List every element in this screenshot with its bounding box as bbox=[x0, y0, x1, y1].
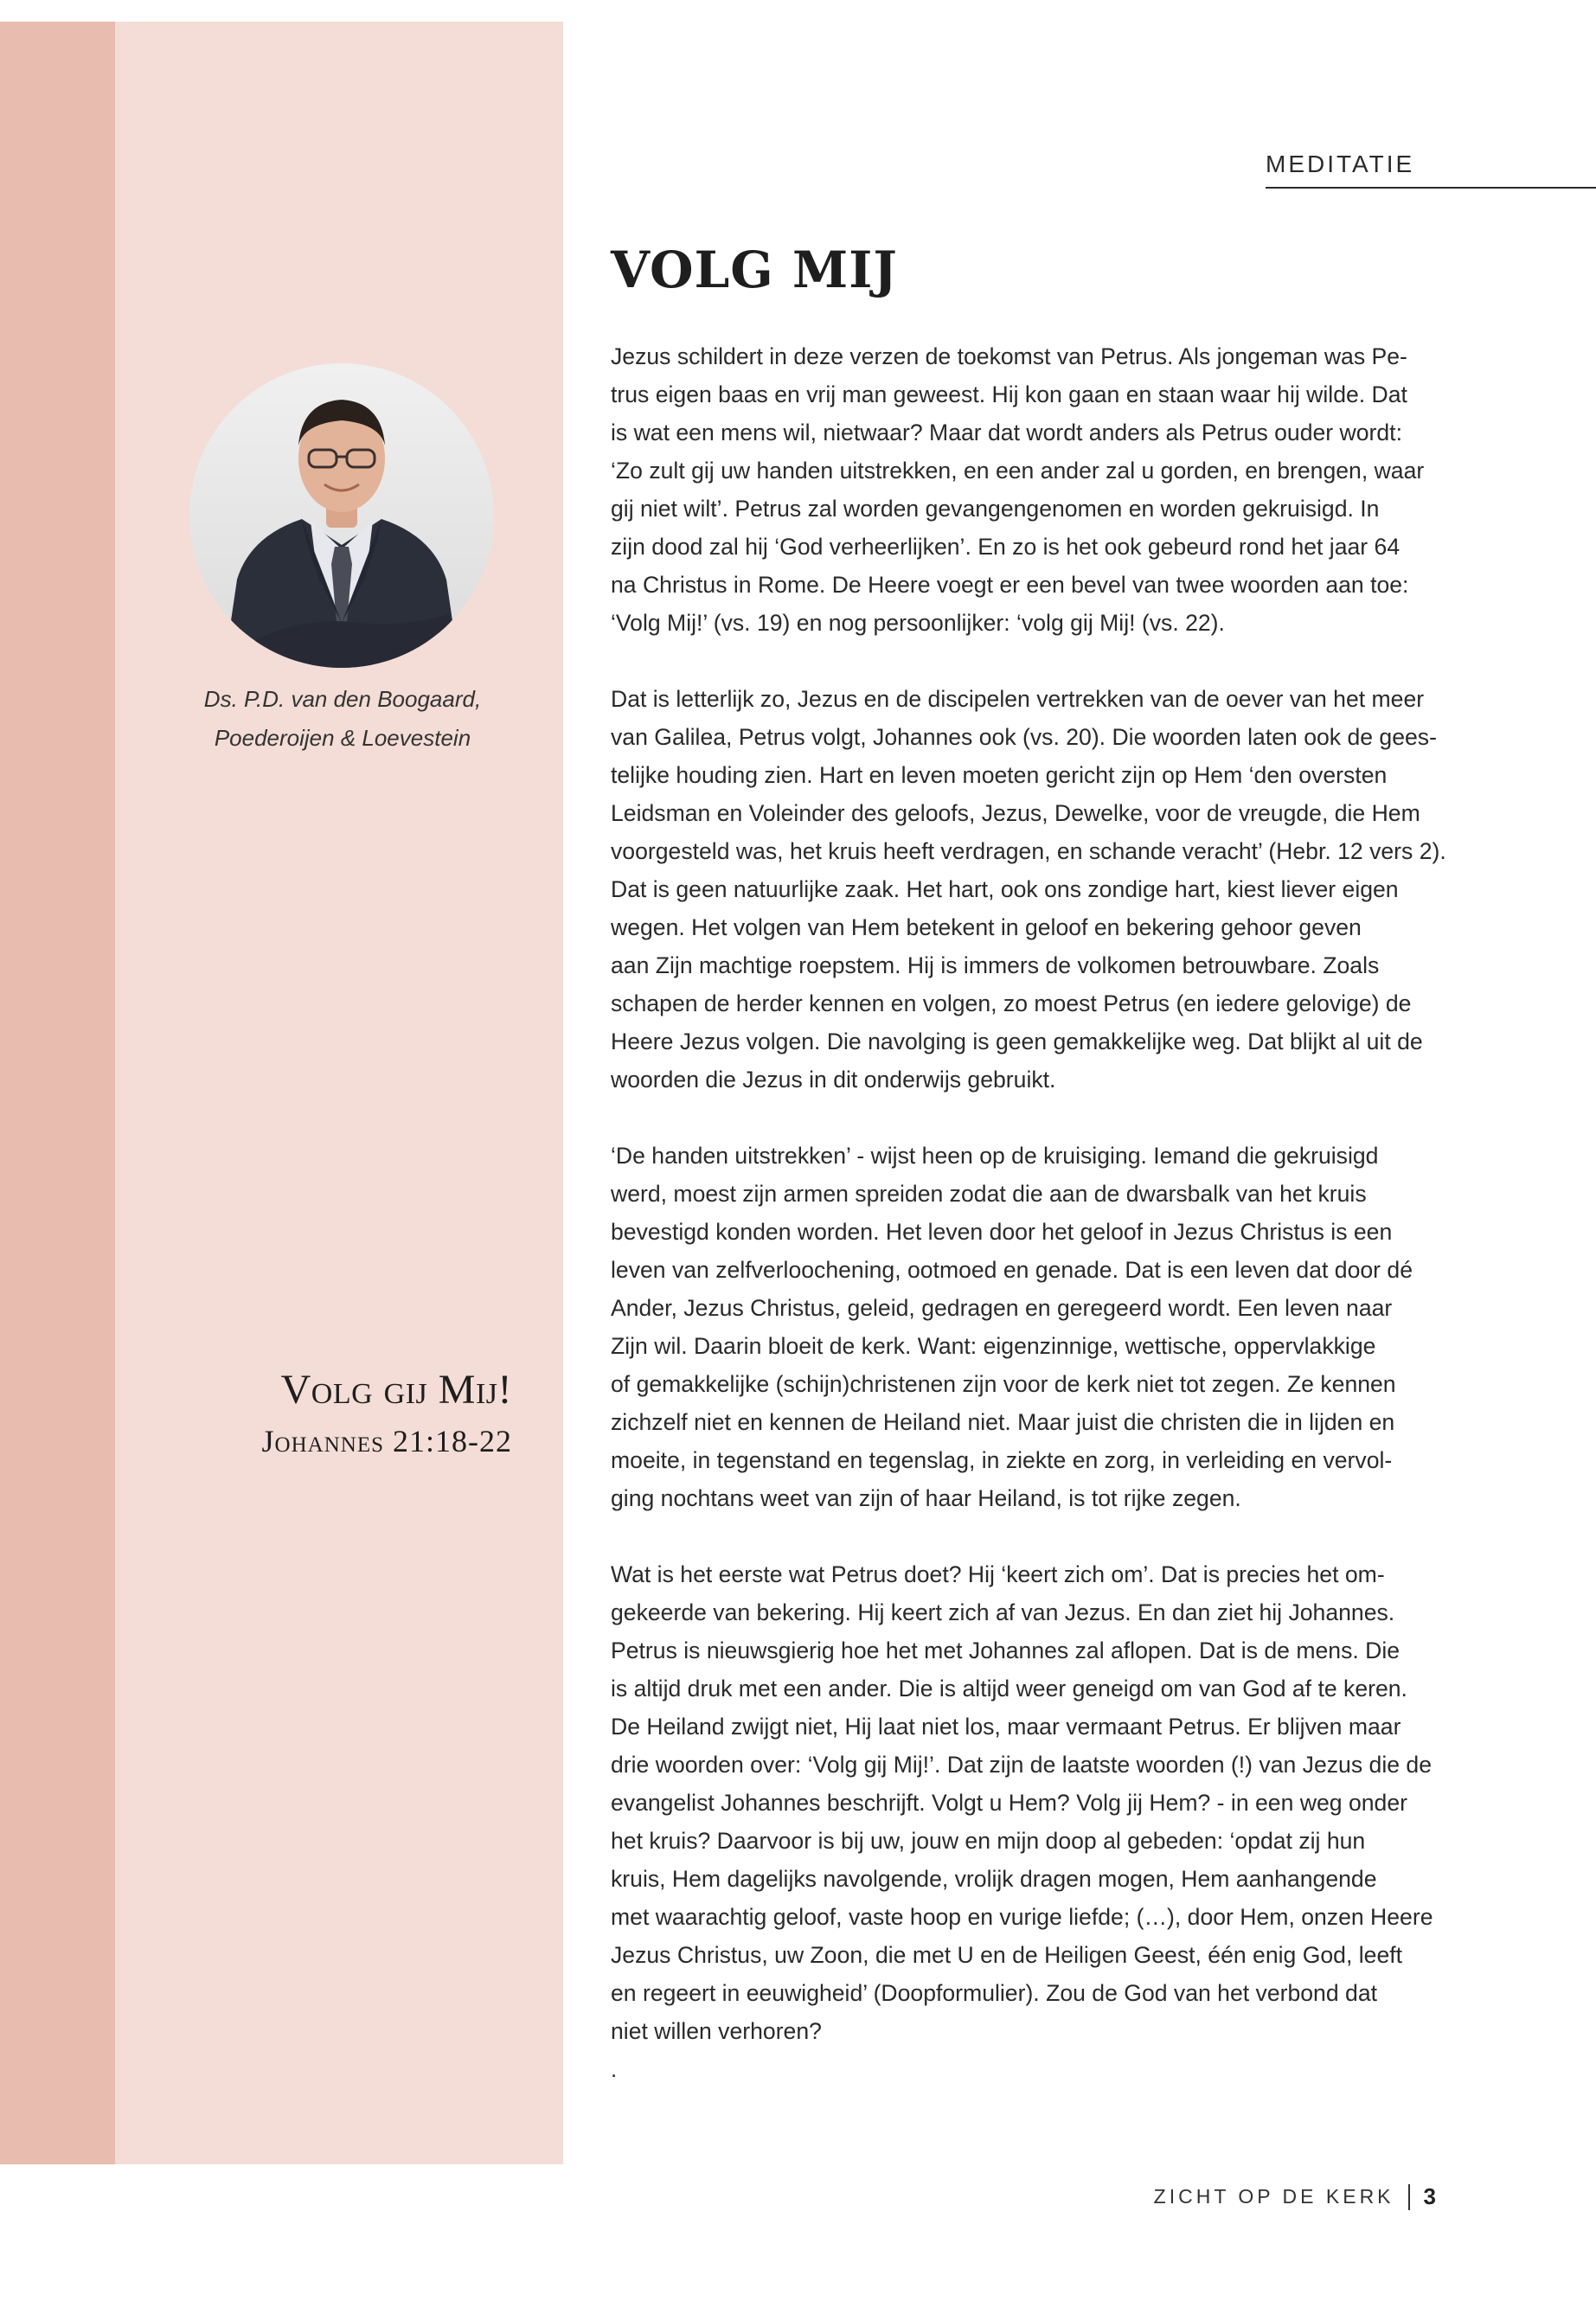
paragraph-line: Zijn wil. Daarin bloeit de kerk. Want: eigenzinnige, wettische, oppervlakkige bbox=[611, 1333, 1376, 1359]
article-body bbox=[611, 337, 1502, 2088]
page-number: 3 bbox=[1423, 2183, 1436, 2209]
author-portrait bbox=[189, 363, 494, 668]
paragraph-line: evangelist Johannes beschrijft. Volgt u Hem? Volg jij Hem? - in een weg onder bbox=[611, 1790, 1407, 1816]
paragraph-line: woorden die Jezus in dit onderwijs gebruikt. bbox=[611, 1067, 1056, 1093]
paragraph-line: telijke houding zien. Hart en leven moeten gericht zijn op Hem ‘den oversten bbox=[611, 762, 1388, 788]
sidebar-accent-band bbox=[0, 22, 115, 2164]
author-location: Poederoijen & Loevestein bbox=[214, 725, 471, 751]
paragraph-line: gekeerde van bekering. Hij keert zich af van Jezus. En dan ziet hij Johannes. bbox=[611, 1599, 1395, 1625]
paragraph-line: ‘Volg Mij!’ (vs. 19) en nog persoonlijker: ‘volg gij Mij! (vs. 22). bbox=[611, 610, 1225, 636]
paragraph-line: Jezus schildert in deze verzen de toekomst van Petrus. Als jongeman was Pe- bbox=[611, 343, 1407, 369]
paragraph-line: en regeert in eeuwigheid’ (Doopformulier). Zou de God van het verbond dat bbox=[611, 1980, 1377, 2006]
paragraph-line: Leidsman en Voleinder des geloofs, Jezus, Dewelke, voor de vreugde, die Hem bbox=[611, 800, 1420, 826]
paragraph-line: van Galilea, Petrus volgt, Johannes ook (vs. 20). Die woorden laten ook de gees- bbox=[611, 724, 1437, 750]
section-rule bbox=[1266, 187, 1596, 189]
paragraph-line: zichzelf niet en kennen de Heiland niet. Maar juist die christen die in lijden en bbox=[611, 1409, 1395, 1435]
footer-divider bbox=[1408, 2184, 1410, 2210]
paragraph-line: zijn dood zal hij ‘God verheerlijken’. En zo is het ook gebeurd rond het jaar 64 bbox=[611, 534, 1401, 560]
article-title: VOLG MIJ bbox=[611, 240, 898, 299]
trailing-mark: . bbox=[611, 2056, 618, 2082]
paragraph-line: of gemakkelijke (schijn)christenen zijn voor de kerk niet tot zegen. Ze kennen bbox=[611, 1371, 1396, 1397]
paragraph-line: kruis, Hem dagelijks navolgende, vrolijk dragen mogen, Hem aanhangende bbox=[611, 1866, 1377, 1892]
pull-quote bbox=[138, 1362, 512, 1465]
paragraph-line: niet willen verhoren? bbox=[611, 2018, 822, 2044]
paragraph-line: schapen de herder kennen en volgen, zo moest Petrus (en iedere gelovige) de bbox=[611, 990, 1412, 1016]
paragraph-line: het kruis? Daarvoor is bij uw, jouw en mijn doop al gebeden: ‘opdat zij hun bbox=[611, 1828, 1366, 1854]
sidebar-panel bbox=[115, 22, 563, 2164]
magazine-name: ZICHT OP DE KERK bbox=[1153, 2185, 1394, 2208]
paragraph-line: leven van zelfverloochening, ootmoed en genade. Dat is een leven dat door dé bbox=[611, 1257, 1413, 1283]
paragraph-line: Ander, Jezus Christus, geleid, gedragen en geregeerd wordt. Een leven naar bbox=[611, 1295, 1393, 1321]
paragraph-line: bevestigd konden worden. Het leven door het geloof in Jezus Christus is een bbox=[611, 1219, 1393, 1245]
pull-quote-reference: Johannes 21:18-22 bbox=[261, 1424, 512, 1458]
article-paragraph bbox=[611, 337, 1502, 642]
paragraph-line: trus eigen baas en vrij man geweest. Hij kon gaan en staan waar hij wilde. Dat bbox=[611, 381, 1407, 407]
paragraph-line: Dat is letterlijk zo, Jezus en de discipelen vertrekken van de oever van het meer bbox=[611, 686, 1425, 712]
paragraph-line: Dat is geen natuurlijke zaak. Het hart, ook ons zondige hart, kiest liever eigen bbox=[611, 876, 1399, 902]
paragraph-line: Heere Jezus volgen. Die navolging is geen gemakkelijke weg. Dat blijkt al uit de bbox=[611, 1029, 1423, 1054]
paragraph-line: Wat is het eerste wat Petrus doet? Hij ‘keert zich om’. Dat is precies het om- bbox=[611, 1561, 1385, 1587]
author-name: Ds. P.D. van den Boogaard, bbox=[203, 686, 482, 712]
paragraph-line: gij niet wilt’. Petrus zal worden gevangengenomen en worden gekruisigd. In bbox=[611, 496, 1380, 522]
paragraph-line: ‘Zo zult gij uw handen uitstrekken, en een ander zal u gorden, en brengen, waar bbox=[611, 458, 1425, 484]
article-paragraph bbox=[611, 1137, 1502, 1517]
paragraph-line: na Christus in Rome. De Heere voegt er een bevel van twee woorden aan toe: bbox=[611, 572, 1409, 598]
paragraph-line: ‘De handen uitstrekken’ - wijst heen op de kruisiging. Iemand die gekruisigd bbox=[611, 1143, 1379, 1169]
paragraph-line: ging nochtans weet van zijn of haar Heiland, is tot rijke zegen. bbox=[611, 1485, 1241, 1511]
author-portrait-illustration bbox=[189, 363, 494, 668]
paragraph-line: aan Zijn machtige roepstem. Hij is immers de volkomen betrouwbare. Zoals bbox=[611, 952, 1380, 978]
paragraph-line: drie woorden over: ‘Volg gij Mij!’. Dat zijn de laatste woorden (!) van Jezus die de bbox=[611, 1752, 1432, 1778]
article-paragraph bbox=[611, 680, 1502, 1099]
paragraph-line: moeite, in tegenstand en tegenslag, in ziekte en zorg, in verleiding en vervol- bbox=[611, 1447, 1393, 1473]
article-paragraph bbox=[611, 1555, 1502, 2050]
paragraph-line: met waarachtig geloof, vaste hoop en vurige liefde; (…), door Hem, onzen Heere bbox=[611, 1904, 1433, 1930]
page-footer bbox=[1154, 2183, 1436, 2210]
paragraph-line: wegen. Het volgen van Hem betekent in geloof en bekering gehoor geven bbox=[611, 914, 1362, 940]
section-label: MEDITATIE bbox=[1266, 151, 1415, 177]
paragraph-line: is altijd druk met een ander. Die is altijd weer geneigd om van God af te keren. bbox=[611, 1676, 1407, 1702]
paragraph-line: werd, moest zijn armen spreiden zodat die aan de dwarsbalk van het kruis bbox=[611, 1181, 1367, 1207]
paragraph-line: is wat een mens wil, nietwaar? Maar dat wordt anders als Petrus ouder wordt: bbox=[611, 420, 1402, 445]
pull-quote-text: Volg gij Mij! bbox=[280, 1367, 512, 1413]
paragraph-line: Petrus is nieuwsgierig hoe het met Johannes zal aflopen. Dat is de mens. Die bbox=[611, 1638, 1401, 1663]
author-caption bbox=[152, 680, 533, 758]
paragraph-line: De Heiland zwijgt niet, Hij laat niet los, maar vermaant Petrus. Er blijven maar bbox=[611, 1714, 1401, 1740]
paragraph-line: Jezus Christus, uw Zoon, die met U en de Heiligen Geest, één enig God, leeft bbox=[611, 1942, 1403, 1968]
paragraph-line: voorgesteld was, het kruis heeft verdragen, en schande veracht’ (Hebr. 12 vers 2). bbox=[611, 838, 1446, 864]
